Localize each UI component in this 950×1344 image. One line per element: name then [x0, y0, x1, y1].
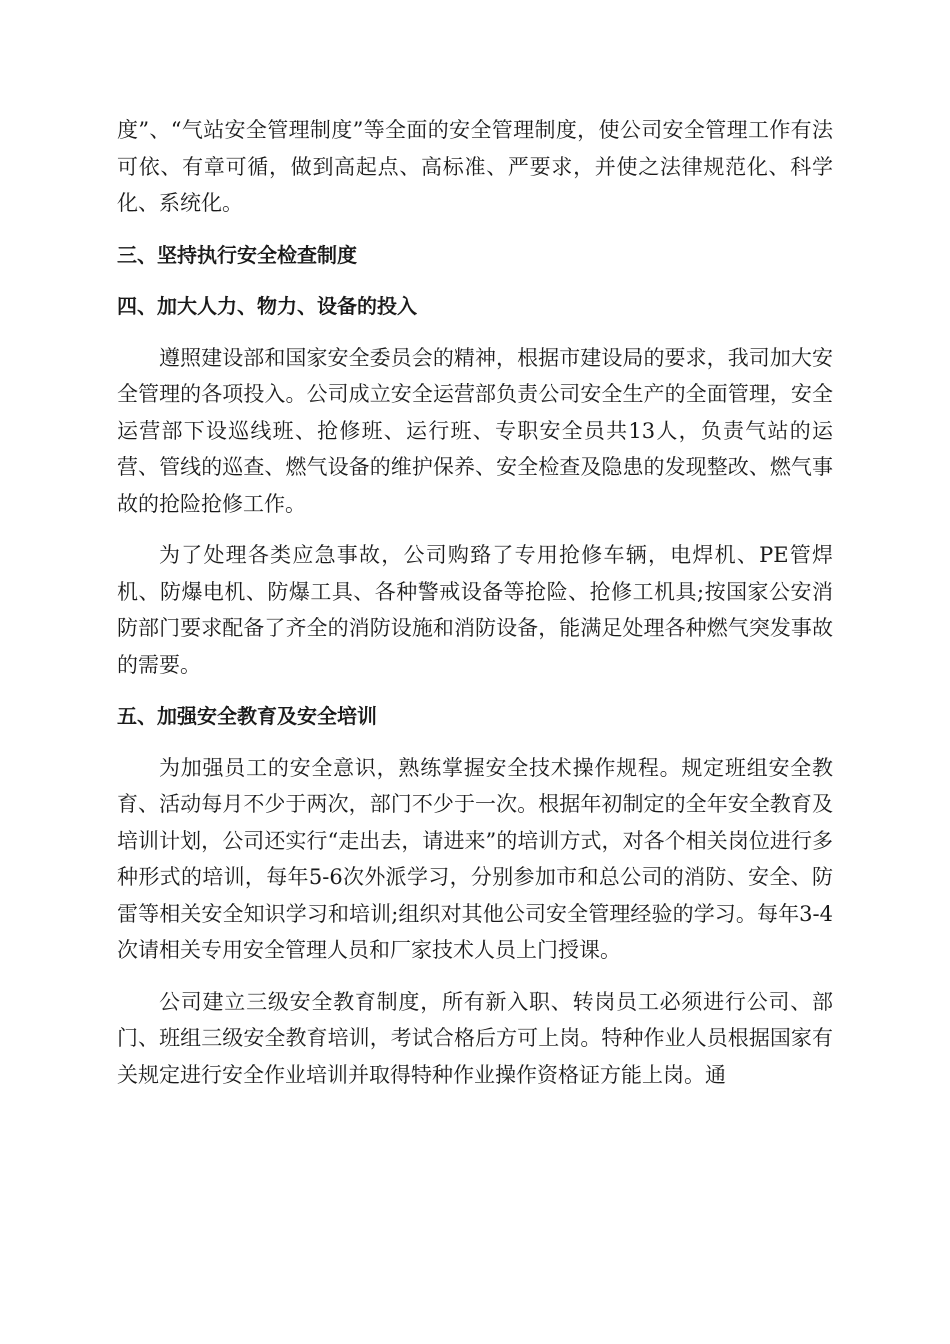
paragraph-intro: 度”、“气站安全管理制度”等全面的安全管理制度，使公司安全管理工作有法可依、有章可循，做到高起点、高标准、严要求，并使之法律规范化、科学化、系统化。 [117, 118, 833, 215]
section-heading-5: 五、加强安全教育及安全培训 [117, 704, 377, 728]
document-body [117, 112, 833, 1108]
paragraph-5b: 公司建立三级安全教育制度，所有新入职、转岗员工必须进行公司、部门、班组三级安全教育培训，考试合格后方可上岗。特种作业人员根据国家有关规定进行安全作业培训并取得特种作业操作资格证方能上岗。通 [117, 989, 833, 1087]
section-heading-3: 三、坚持执行安全检查制度 [117, 242, 357, 267]
paragraph-4a: 遵照建设部和国家安全委员会的精神，根据市建设局的要求，我司加大安全管理的各项投入。公司成立安全运营部负责公司安全生产的全面管理，安全运营部下设巡线班、抢修班、运行班、专职安全员共13人，负责气站的运营、管线的巡查、燃气设备的维护保养、安全检查及隐患的发现整改、燃气事故的抢险抢修工作。 [117, 345, 833, 516]
paragraph-4b: 为了处理各类应急事故，公司购臵了专用抢修车辆，电焊机、PE管焊机、防爆电机、防爆工具、各种警戒设备等抢险、抢修工机具;按国家公安消防部门要求配备了齐全的消防设施和消防设备，能满足处理各种燃气突发事故的需要。 [117, 543, 833, 677]
paragraph-5a: 为加强员工的安全意识，熟练掌握安全技术操作规程。规定班组安全教育、活动每月不少于两次，部门不少于一次。根据年初制定的全年安全教育及培训计划，公司还实行“走出去，请进来”的培训方式，对各个相关岗位进行多种形式的培训，每年5-6次外派学习，分别参加市和总公司的消防、安全、防雷等相关安全知识学习和培训;组织对其他公司安全管理经验的学习。每年3-4次请相关专用安全管理人员和厂家技术人员上门授课。 [117, 755, 833, 962]
section-heading-4: 四、加大人力、物力、设备的投入 [117, 294, 417, 318]
